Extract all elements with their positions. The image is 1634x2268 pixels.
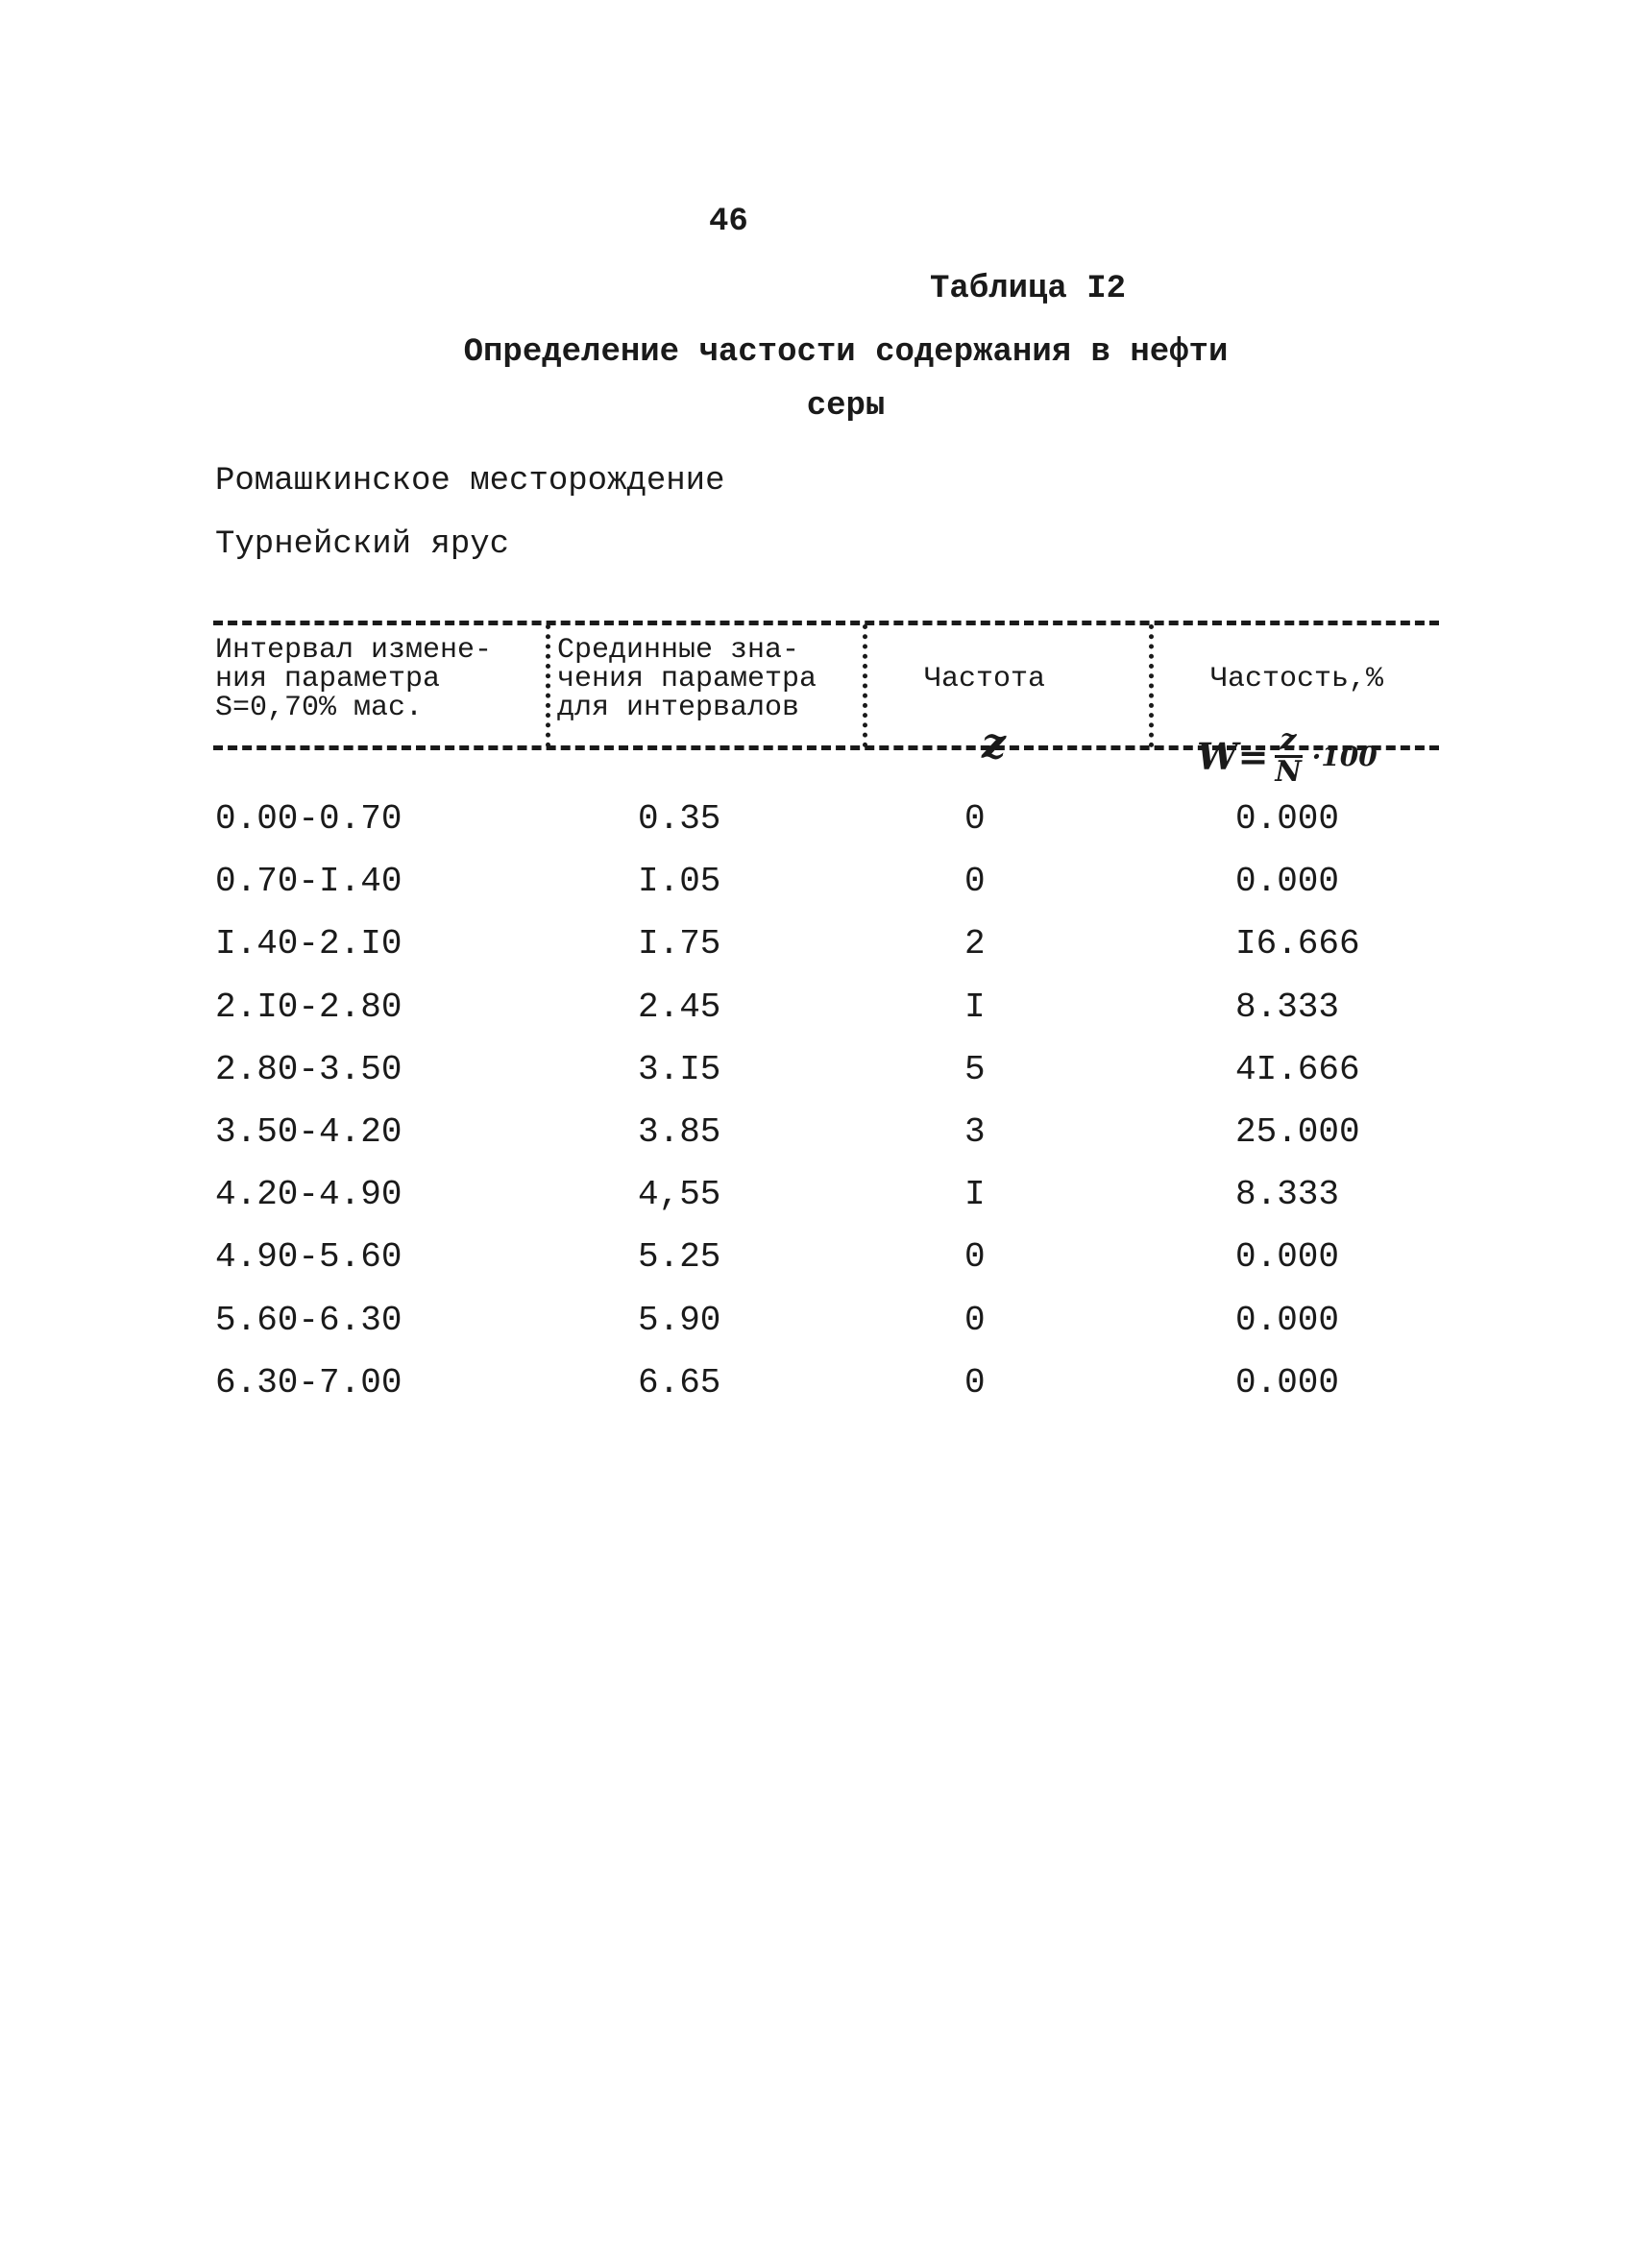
cell-frequency: 0 — [964, 799, 986, 839]
cell-frequency: I — [964, 987, 986, 1027]
cell-frequency: 0 — [964, 1237, 986, 1278]
cell-relative: 25.000 — [1235, 1112, 1360, 1152]
cell-midpoint: 6.65 — [638, 1362, 721, 1402]
cell-interval: 4.90-5.60 — [215, 1237, 402, 1278]
table-row — [0, 1175, 1634, 1232]
field-name: Ромашкинское месторождение — [215, 463, 725, 500]
header-relative-frequency — [1176, 636, 1383, 816]
cell-midpoint: I.05 — [638, 862, 721, 902]
cell-relative: 8.333 — [1235, 1175, 1340, 1215]
cell-frequency: I — [964, 1175, 986, 1215]
cell-frequency: 0 — [964, 1362, 986, 1402]
header-interval: Интервал измене- ния параметра S=0,70% мас. — [215, 634, 493, 724]
cell-midpoint: 3.85 — [638, 1112, 721, 1152]
page-number: 46 — [709, 204, 748, 240]
cell-interval: 0.70-I.40 — [215, 862, 402, 902]
column-separator — [863, 624, 867, 747]
cell-interval: 0.00-0.70 — [215, 799, 402, 839]
table-row — [0, 799, 1634, 857]
cell-midpoint: I.75 — [638, 924, 721, 964]
cell-interval: 5.60-6.30 — [215, 1300, 402, 1340]
cell-relative: I6.666 — [1235, 924, 1360, 964]
cell-relative: 0.000 — [1235, 862, 1340, 902]
cell-relative: 8.333 — [1235, 987, 1340, 1027]
table-title-line1: Определение частости содержания в нефти — [463, 334, 1229, 371]
cell-frequency: 0 — [964, 1300, 986, 1340]
cell-relative: 0.000 — [1235, 1237, 1340, 1278]
frequency-symbol: z — [982, 719, 1006, 768]
relative-frequency-formula — [1197, 723, 1383, 789]
table-row — [0, 1050, 1634, 1108]
cell-relative: 4I.666 — [1235, 1049, 1360, 1089]
formula-denominator: N — [1275, 755, 1302, 789]
header-frequency-label: Частота — [924, 663, 1046, 695]
cell-midpoint: 4,55 — [638, 1175, 721, 1215]
formula-fraction — [1275, 723, 1303, 789]
cell-midpoint: 3.I5 — [638, 1049, 721, 1089]
cell-interval: 2.I0-2.80 — [215, 987, 402, 1027]
cell-frequency: 2 — [964, 924, 986, 964]
table-row — [0, 862, 1634, 919]
cell-interval: 2.80-3.50 — [215, 1049, 402, 1089]
formula-prefix: W= — [1197, 734, 1269, 778]
cell-interval: I.40-2.I0 — [215, 924, 402, 964]
cell-frequency: 5 — [964, 1049, 986, 1089]
cell-interval: 6.30-7.00 — [215, 1362, 402, 1402]
cell-relative: 0.000 — [1235, 1300, 1340, 1340]
cell-frequency: 0 — [964, 862, 986, 902]
header-frequency — [890, 636, 1045, 788]
header-midpoint: Срединные зна- чения параметра для интервалов — [557, 634, 817, 724]
table-label: Таблица I2 — [930, 271, 1127, 307]
stage-name: Турнейский ярус — [215, 526, 510, 563]
formula-suffix: ·100 — [1311, 740, 1378, 772]
formula-numerator: z — [1275, 726, 1303, 758]
table-row — [0, 988, 1634, 1045]
table-row — [0, 1112, 1634, 1170]
cell-midpoint: 5.25 — [638, 1237, 721, 1278]
cell-interval: 3.50-4.20 — [215, 1112, 402, 1152]
column-separator — [1149, 624, 1154, 747]
cell-midpoint: 0.35 — [638, 799, 721, 839]
cell-midpoint: 2.45 — [638, 987, 721, 1027]
cell-relative: 0.000 — [1235, 1362, 1340, 1402]
column-separator — [546, 624, 550, 747]
header-relative-label: Частость,% — [1210, 663, 1384, 695]
table-row — [0, 1363, 1634, 1421]
table-row — [0, 924, 1634, 982]
cell-relative: 0.000 — [1235, 799, 1340, 839]
table-title-line2: серы — [806, 388, 886, 425]
table-row — [0, 1237, 1634, 1295]
cell-midpoint: 5.90 — [638, 1300, 721, 1340]
cell-frequency: 3 — [964, 1112, 986, 1152]
table-header-top-rule — [213, 621, 1439, 625]
cell-interval: 4.20-4.90 — [215, 1175, 402, 1215]
table-row — [0, 1301, 1634, 1358]
